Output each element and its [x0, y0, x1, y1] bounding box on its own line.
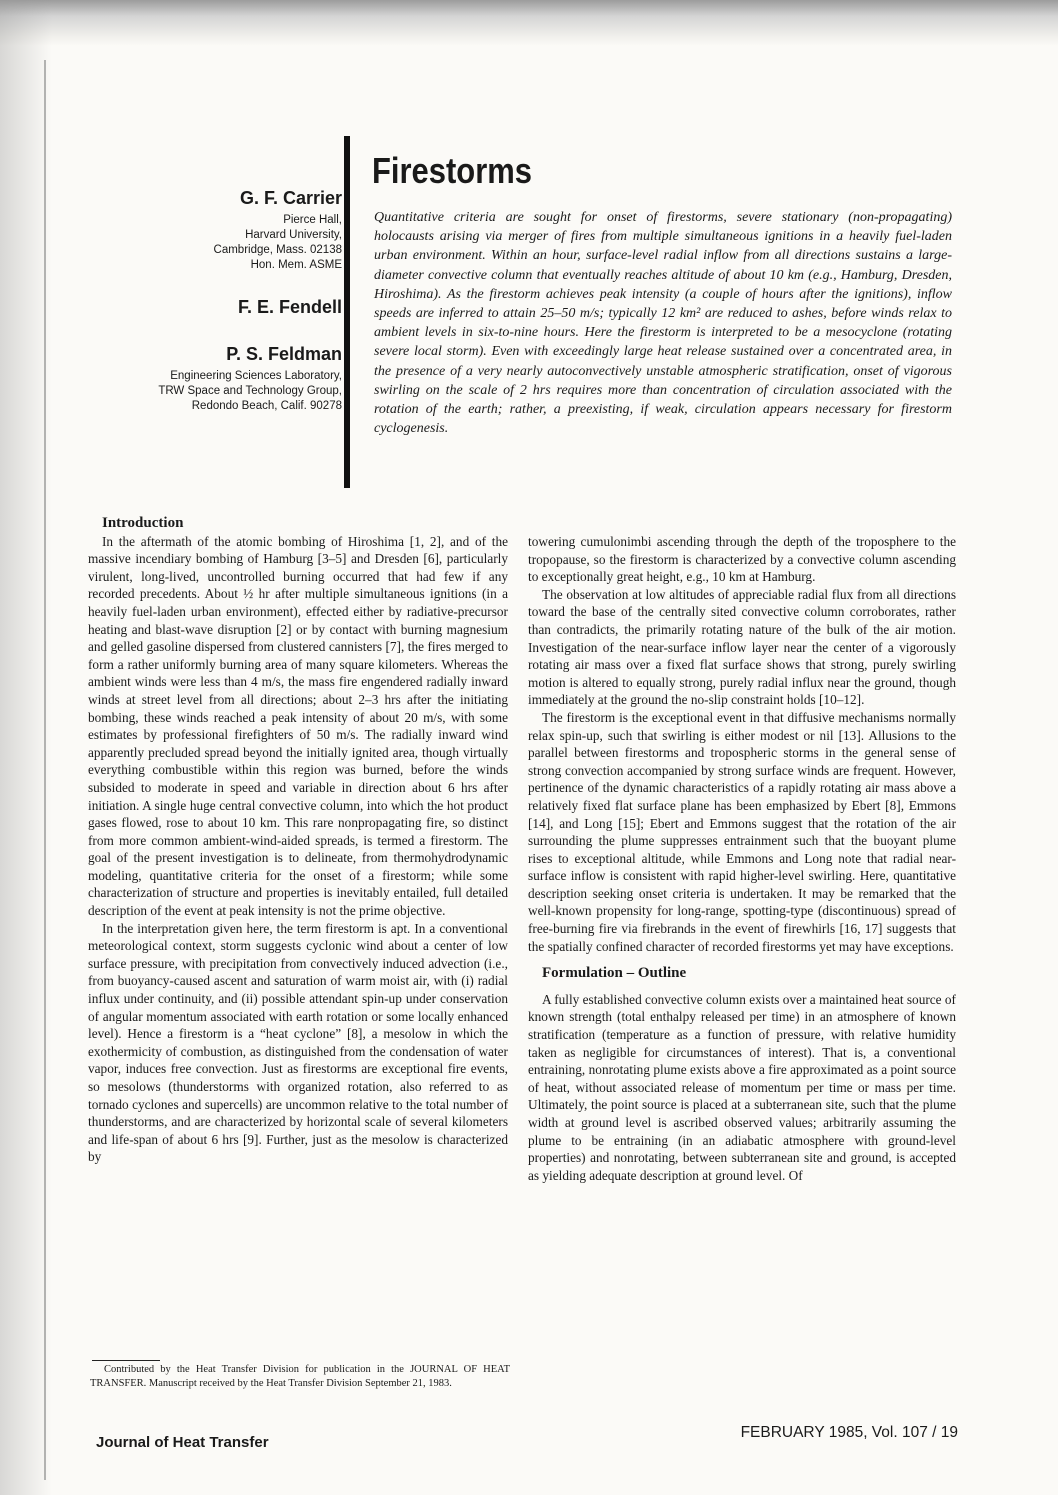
journal-name: Journal of Heat Transfer [96, 1434, 269, 1451]
title-rule [344, 136, 350, 488]
issue-page-info: FEBRUARY 1985, Vol. 107 / 19 [740, 1424, 958, 1441]
affiliation-line: Pierce Hall, [283, 214, 342, 226]
footnote-rule [92, 1360, 160, 1361]
author-affiliation [110, 213, 342, 273]
affiliation-line: Engineering Sciences Laboratory, [170, 370, 342, 382]
paragraph: In the interpretation given here, the term firestorm is apt. In a conventional meteorological context, storm suggests cyclonic wind about a center of low surface pressure, with precipitation from convectively induced advection (i.e., from buoyancy-caused ascent and saturation of warm moist air, with (i) radial influx under continuity, and (ii) possible attendant spin-up under conservation of angular momentum associated with earth rotation or some locally enhanced level). Hence a firestorm is a “heat cyclone” [8], a mesolow in which the exothermicity of combustion, as distinguished from the condensation of water vapor, induces free convection. Just as firestorms are exceptional fire events, so mesolows (thunderstorms with organized rotation, also referred to as tornado cyclones and supercells) are uncommon relative to the total number of thunderstorms, and are characterized by horizontal scale of several kilometers and life-span of about 6 hrs [9]. Further, just as the mesolow is characterized by [88, 920, 508, 1165]
paper-title: Firestorms [372, 150, 533, 191]
footnote: Contributed by the Heat Transfer Division for publication in the JOURNAL OF HEAT TRANSFER. Manuscript received by the Heat Transfer Division September 21, 1983. [90, 1364, 510, 1389]
affiliation-line: Harvard University, [245, 229, 342, 241]
paragraph: A fully established convective column exists over a maintained heat source of known strength (total enthalpy released per time) in an atmosphere of known stratification (temperature as a function of pressure, with relative humidity taken as negligible for circumstances of interest). That is, a conventional entraining, nonrotating plume exists above a fire approximated as a point source of heat, without associated release of momentum per time or mass per time. Ultimately, the point source is placed at a subterranean site, such that the plume width at ground level is ascribed observed values; arbitrarily assuming the plume to be entraining (in an adiabatic atmosphere with ground-level properties) and nonrotating, between subterranean site and ground, is accepted as yielding adequate description at ground level. Of [528, 991, 956, 1183]
affiliation-line: Cambridge, Mass. 02138 [213, 244, 342, 256]
paragraph: The firestorm is the exceptional event in that diffusive mechanisms normally relax spin-up, such that swirling is either modest or nil [13]. Allusions to the parallel between firestorms and tropospheric storms in the general sense of strong convection accompanied by strong surface winds are frequent. However, pertinence of the dynamic characteristics of a rapidly rotating air mass above a relatively fixed flat surface plane has been emphasized by Ebert [8], Emmons [14], and Long [15]; Ebert and Emmons suggest that the rotation of the air surrounding the plume suppresses entrainment such that the buoyant plume rises to exceptional altitude, while Emmons and Long note that radial near-surface inflow is consistent with rapid higher-level swirling. Here, quantitative description seeking onset criteria is undertaken. It may be remarked that the well-known propensity for long-range, spotting-type (discontinuous) spread of free-burning fire via firebrands in the event of firewhirls [16, 17] suggests that the spatially confined character of recorded firestorms yet may have exceptions. [528, 709, 956, 954]
author-affiliation [110, 369, 342, 414]
affiliation-line: Hon. Mem. ASME [250, 259, 342, 271]
affiliation-line: TRW Space and Technology Group, [158, 385, 342, 397]
paragraph: towering cumulonimbi ascending through the depth of the troposphere to the tropopause, so the firestorm is characterized by a convective column ascending to exceptionally great height, e.g., 10 km at Hamburg. [528, 534, 956, 585]
author-name: F. E. Fendell [237, 297, 342, 317]
affiliation-line: Redondo Beach, Calif. 90278 [191, 400, 342, 412]
section-heading: Introduction [102, 515, 184, 531]
page-edge-line [44, 60, 46, 1480]
author-block [110, 188, 342, 426]
scan-shadow-top [0, 0, 1058, 46]
abstract: Quantitative criteria are sought for onset of firestorms, severe stationary (non-propagating) holocausts arising via merger of fires from multiple simultaneous ignitions in a heavily fuel-laden urban environment. Within an hour, surface-level radial inflow from all directions sustains a large-diameter convective column that eventually reaches altitude of about 10 km (e.g., Hamburg, Dresden, Hiroshima). As the firestorm achieves peak intensity (a couple of hours after the ignitions), inflow speeds are inferred to attain 25–50 m/s; typically 12 km² are reduced to ashes, before winds relax to ambient levels in six-to-nine hours. Here the firestorm is interpreted to be a mesocyclone (rotating severe local storm). Even with exceedingly large heat release sustained over a concentrated area, in the presence of a very nearly autoconvectively unstable atmospheric stratification, onset of vigorous swirling on the scale of 2 hrs requires more than concentration of circulation associated with the rotation of the earth; rather, a preexisting, if weak, circulation appears necessary for firestorm cyclogenesis. [374, 210, 952, 437]
author-name: P. S. Feldman [226, 344, 342, 364]
section-heading: Formulation – Outline [542, 965, 687, 982]
author-name: G. F. Carrier [239, 188, 342, 208]
paragraph: The observation at low altitudes of appreciable radial flux from all directions toward the base of the centrally sited convective column corroborates, rather than contradicts, the primarily rotating nature of the bulk of the air motion. Investigation of the near-surface inflow layer near the center of a vigorously rotating air mass over a fixed flat surface shows that strong, purely swirling motion is altered to equally strong, purely radial influx near the ground, though immediately at the ground the no-slip constraint holds [10–12]. [528, 586, 956, 708]
paragraph: In the aftermath of the atomic bombing of Hiroshima [1, 2], and of the massive incendiary bombing of Hamburg [3–5] and Dresden [6], particularly virulent, long-lived, uncontrolled burning occurred that had few if any recorded precedents. About ½ hr after multiple simultaneous ignitions (in a heavily fuel-laden urban environment), effected either by radiative-precursor heating and blast-wave disruption [2] or by contact with burning magnesium and gelled gasoline dispersed from clustered cannisters [7], the fires merged to form a rather uniformly burning area of many square kilometers. Whereas the ambient winds were less than 4 m/s, the mass fire engendered radially inward winds at street level from all directions; about 2–3 hrs after the initiating bombing, these winds reached a peak intensity of about 20 m/s, with some estimates by professional firefighters of 50 m/s. The radially inward wind apparently precluded spread beyond the initially ignited area, though virtually everything combustible within this region was burned, before the winds subsided to moderate in speed and variable in direction about 6 hrs after initiation. A single huge central convective column, into which the hot product gases flowed, rose to about 10 km. This rare nonpropagating fire, so distinct from more common ambient-wind-aided spreads, is termed a firestorm. The goal of the present investigation is to delineate, from thermohydrodynamic modeling, quantitative criteria for the onset of a firestorm; while some characterization of structure and properties is inevitably entailed, full detailed description of the event at peak intensity is not the prime objective. [88, 533, 508, 919]
right-column [528, 533, 956, 1184]
left-column [88, 515, 508, 1166]
